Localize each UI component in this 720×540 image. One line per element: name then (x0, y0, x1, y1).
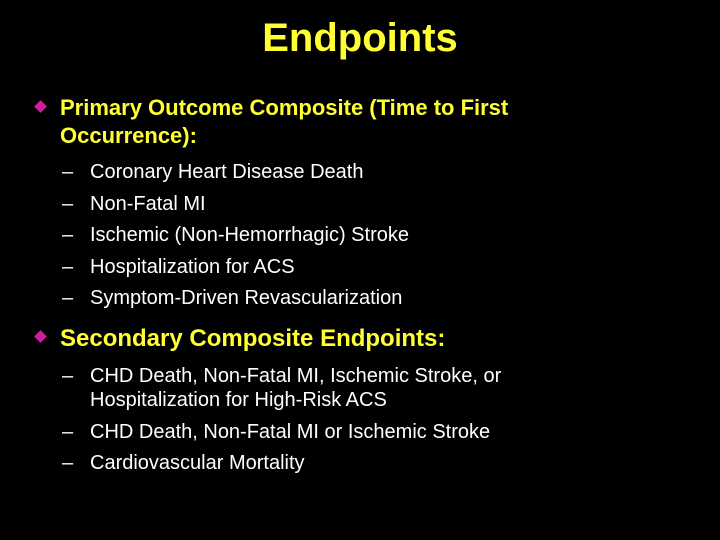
primary-outcome-heading-line1: Primary Outcome Composite (Time to First (60, 95, 509, 120)
list-item-text-continued: Hospitalization for High-Risk ACS (90, 389, 387, 411)
primary-outcome-list (0, 160, 720, 310)
list-item-text: Hospitalization for ACS (90, 255, 295, 278)
dash-bullet-icon: – (62, 192, 74, 215)
dash-bullet-icon: – (62, 452, 74, 474)
secondary-endpoints-heading (0, 324, 720, 354)
primary-outcome-section (0, 94, 720, 310)
list-item (0, 160, 720, 184)
diamond-bullet-icon (34, 330, 47, 343)
list-item (0, 255, 720, 279)
list-item-text: Coronary Heart Disease Death (90, 161, 364, 183)
list-item (0, 364, 720, 412)
list-item (0, 192, 720, 216)
dash-bullet-icon: – (62, 255, 74, 278)
dash-bullet-icon: – (62, 365, 74, 387)
list-item (0, 223, 720, 247)
list-item-text: Ischemic (Non-Hemorrhagic) Stroke (90, 224, 409, 246)
list-item-text: Cardiovascular Mortality (90, 452, 305, 474)
list-item (0, 451, 720, 475)
dash-bullet-icon: – (62, 287, 74, 309)
list-item-text: Non-Fatal MI (90, 192, 206, 215)
secondary-endpoints-section (0, 324, 720, 475)
diamond-bullet-icon (34, 100, 47, 113)
secondary-endpoints-list (0, 364, 720, 475)
dash-bullet-icon: – (62, 224, 74, 246)
primary-outcome-heading (0, 94, 720, 150)
secondary-endpoints-heading-line1: Secondary Composite Endpoints: (60, 325, 446, 352)
list-item-text: CHD Death, Non-Fatal MI, Ischemic Stroke, or (90, 365, 502, 387)
list-item (0, 286, 720, 310)
primary-outcome-heading-line2: Occurrence): (60, 123, 197, 148)
list-item (0, 420, 720, 444)
dash-bullet-icon: – (62, 161, 74, 183)
dash-bullet-icon: – (62, 420, 74, 443)
slide-title: Endpoints (262, 16, 458, 60)
list-item-text: Symptom-Driven Revascularization (90, 287, 403, 309)
list-item-text: CHD Death, Non-Fatal MI or Ischemic Stroke (90, 420, 491, 443)
